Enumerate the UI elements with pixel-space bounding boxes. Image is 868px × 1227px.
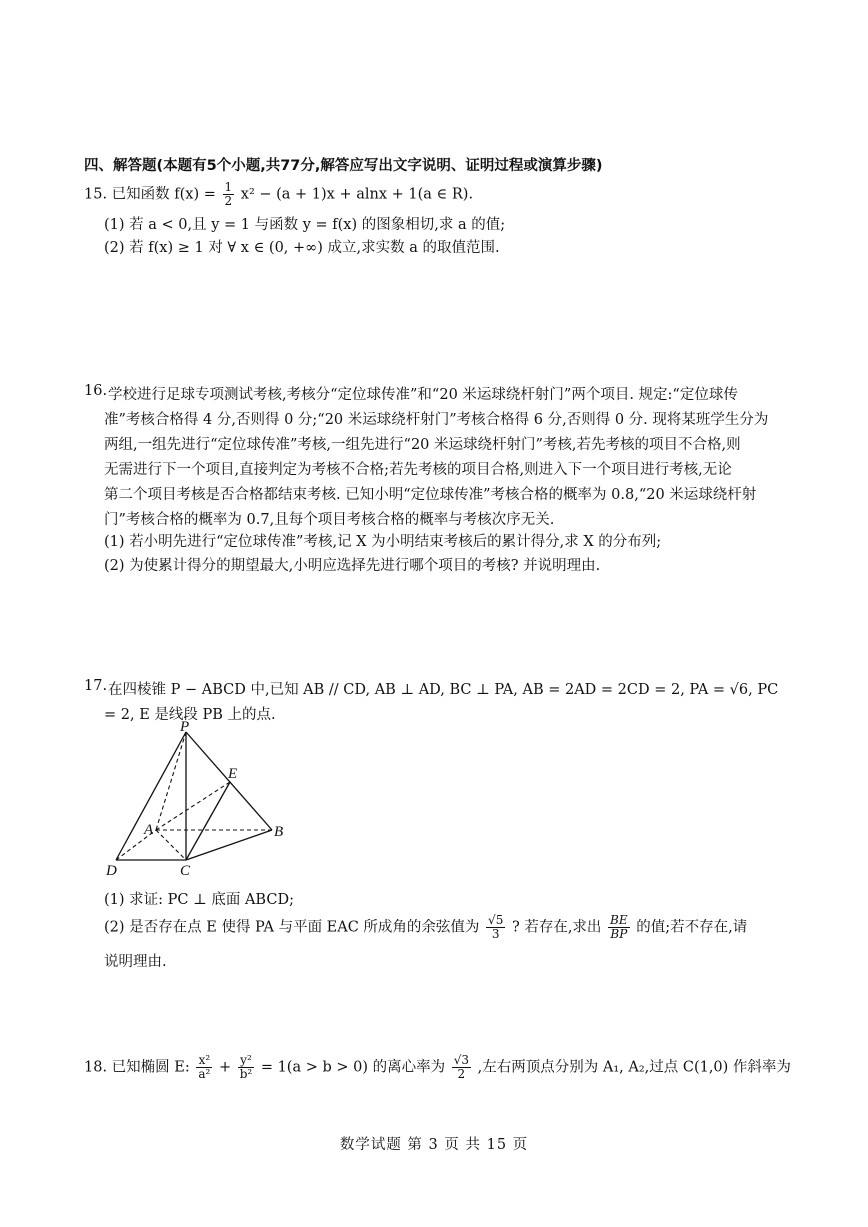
q15-half-fraction: $\frac{1}{2}$	[224, 180, 233, 208]
q15-stem	[84, 181, 473, 208]
q18-stem	[84, 1054, 791, 1081]
q17-number: 17.	[84, 678, 108, 694]
edge-PA-hidden	[156, 732, 186, 830]
q18-post: ,左右两顶点分别为 A₁, A₂,过点 C(1,0) 作斜率为	[477, 1059, 791, 1076]
q15-part2: (2) 若 f(x) ≥ 1 对 ∀ x ∈ (0, +∞) 成立,求实数 a 的取值范围.	[104, 240, 500, 256]
q17-part2-text-c: 的值;若不存在,请	[636, 919, 748, 936]
pyramid-figure	[100, 720, 300, 880]
q16-line-3: 两组,一组先进行“定位球传准”考核,一组先进行“20 米运球绕杆射门”考核,若先考核的项目不合格,则	[104, 437, 741, 453]
q18-mid: = 1(a > b > 0) 的离心率为	[260, 1059, 446, 1076]
q18-x2-over-a2: $\frac{\text{x²}}{\text{a²}}$	[198, 1053, 211, 1081]
q18-plus: +	[218, 1059, 232, 1076]
edge-PD	[116, 732, 186, 860]
q16-line-4: 无需进行下一个项目,直接判定为考核不合格;若先考核的项目合格,则进入下一个项目进行考核,无论	[104, 462, 732, 478]
q17-part2	[104, 914, 747, 941]
q16-line-1: 学校进行足球专项测试考核,考核分“定位球传准”和“20 米运球绕杆射门”两个项目. 规定:“定位球传	[108, 387, 738, 403]
edge-AC-hidden	[156, 830, 186, 860]
q15-number: 15.	[84, 186, 108, 203]
q17-be-over-bp: $\frac{BE}{BP}$	[610, 913, 628, 941]
vertex-label-B: B	[274, 824, 284, 840]
vertex-label-E: E	[228, 766, 238, 782]
q17-part2-line2: 说明理由.	[104, 954, 167, 970]
vertex-label-C: C	[180, 863, 191, 879]
q17-sqrt5-over-3: $\frac{√5}{3}$	[488, 913, 504, 941]
vertex-label-A: A	[144, 822, 154, 838]
q17-line-2: = 2, E 是线段 PB 上的点.	[104, 707, 276, 723]
q17-line-1: 在四棱锥 P − ABCD 中,已知 AB // CD, AB ⊥ AD, BC ⊥ PA, AB = 2AD = 2CD = 2, PA = √6, PC	[108, 682, 779, 698]
q18-y2-over-b2: $\frac{\text{y²}}{\text{b²}}$	[239, 1053, 253, 1081]
q15-part1: (1) 若 a < 0,且 y = 1 与函数 y = f(x) 的图象相切,求 a 的值;	[104, 217, 506, 233]
q17-part2-text-b: ? 若存在,求出	[511, 919, 602, 936]
q15-stem-post: x² − (a + 1)x + alnx + 1(a ∈ R).	[240, 186, 474, 203]
q18-number: 18.	[84, 1059, 108, 1076]
q16-line-6: 门”考核合格的概率为 0.7,且每个项目考核合格的概率与考核次序无关.	[104, 512, 555, 528]
vertex-label-P: P	[180, 720, 190, 735]
q16-part1: (1) 若小明先进行“定位球传准”考核,记 X 为小明结束考核后的累计得分,求 X 的分布列;	[104, 534, 662, 550]
edge-AE-hidden	[156, 782, 230, 830]
q15-func: f(x) =	[174, 186, 216, 203]
q18-sqrt3-over-2: $\frac{√3}{2}$	[453, 1053, 470, 1081]
q17-part2-text-a: (2) 是否存在点 E 使得 PA 与平面 EAC 所成角的余弦值为	[104, 919, 480, 936]
q16-line-2: 准”考核合格得 4 分,否则得 0 分;“20 米运球绕杆射门”考核合格得 6 分,否则得 0 分. 现将某班学生分为	[104, 412, 769, 428]
edge-CE	[186, 782, 230, 860]
q16-part2: (2) 为使累计得分的期望最大,小明应选择先进行哪个项目的考核? 并说明理由.	[104, 558, 601, 574]
vertex-label-D: D	[106, 863, 117, 879]
q16-number: 16.	[84, 383, 108, 399]
q17-part1: (1) 求证: PC ⊥ 底面 ABCD;	[104, 892, 294, 908]
q16-line-5: 第二个项目考核是否合格都结束考核. 已知小明“定位球传准”考核合格的概率为 0.8,“20 米运球绕杆射	[104, 487, 757, 503]
section-title: 四、解答题(本题有5个小题,共77分,解答应写出文字说明、证明过程或演算步骤)	[84, 158, 603, 174]
q18-pre: 已知椭圆 E:	[111, 1059, 190, 1076]
edge-CB	[186, 830, 272, 860]
q15-stem-pre: 已知函数	[111, 186, 170, 203]
page-footer: 数学试题 第 3 页 共 15 页	[339, 1137, 529, 1153]
